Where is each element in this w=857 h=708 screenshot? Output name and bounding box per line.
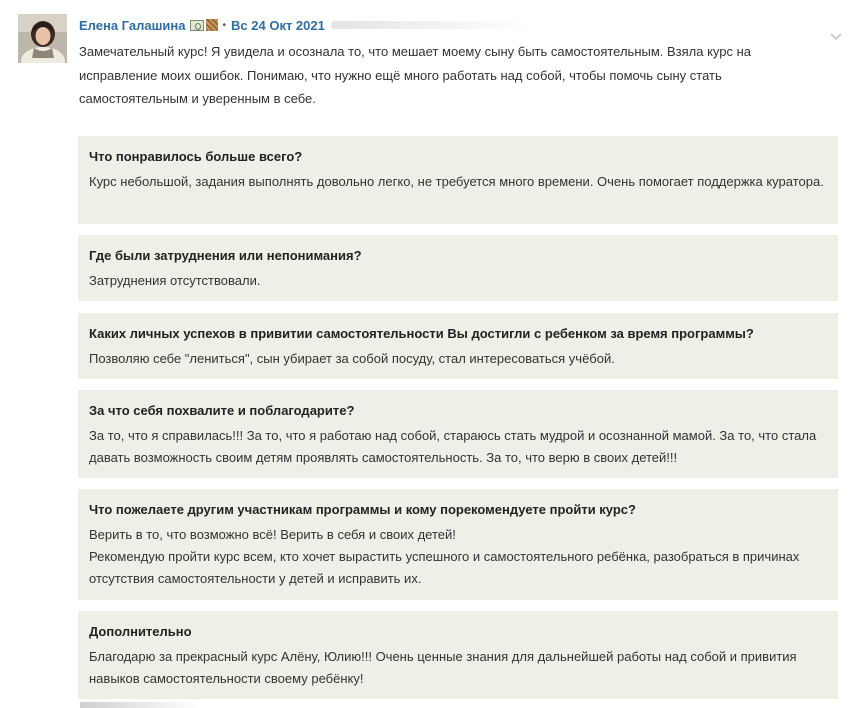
qa-question: Где были затруднения или непонимания? xyxy=(89,248,362,263)
qa-question: Дополнительно xyxy=(89,624,192,639)
chevron-down-icon[interactable] xyxy=(830,28,842,36)
qa-answer: Курс небольшой, задания выполнять довольно легко, не требуется много времени. Очень помогает поддержка куратора. xyxy=(89,174,824,189)
qa-block-personal-success xyxy=(78,313,838,379)
certificate-badge-icon xyxy=(190,20,204,31)
qa-block-praise xyxy=(78,390,838,478)
review-date-link[interactable]: Вс 24 Окт 2021 xyxy=(231,17,325,33)
separator-dot: • xyxy=(222,19,227,31)
avatar[interactable] xyxy=(18,14,67,63)
qa-question: Каких личных успехов в привитии самостоятельности Вы достигли с ребенком за время программы? xyxy=(89,326,754,341)
qa-question: Что пожелаете другим участникам программы и кому порекомендуете пройти курс? xyxy=(89,502,636,517)
qa-answer-line-1: Верить в то, что возможно всё! Верить в себя и своих детей! xyxy=(89,527,456,542)
avatar-image xyxy=(18,14,67,63)
qa-answer-line-2: Рекомендую пройти курс всем, кто хочет вырастить успешного и самостоятельного ребёнка, разобраться в причинах отсутствия самостоятельности у детей и исправить их. xyxy=(89,549,800,586)
qa-block-difficulties xyxy=(78,235,838,301)
qa-answer: Благодарю за прекрасный курс Алёну, Юлию!!! Очень ценные знания для дальнейшей работы над собой и привития навыков самостоятельности своему ребёнку! xyxy=(89,649,797,686)
review-header xyxy=(79,16,531,34)
qa-block-additional xyxy=(78,611,838,699)
qa-block-recommendation xyxy=(78,489,838,600)
author-name-link[interactable]: Елена Галашина xyxy=(79,17,186,33)
review-text: Замечательный курс! Я увидела и осознала то, что мешает моему сыну быть самостоятельным. Взяла курс на исправление моих ошибок. Понимаю, что нужно ещё много работать над собой, чтобы помочь сыну стать самостоятельным и уверенным в себе. xyxy=(79,44,752,106)
faded-header-text xyxy=(331,21,531,29)
qa-answer: Затруднения отсутствовали. xyxy=(89,273,261,288)
qa-question: Что понравилось больше всего? xyxy=(89,149,303,164)
qa-answer: За то, что я справилась!!! За то, что я работаю над собой, стараюсь стать мудрой и осознанной мамой. За то, что стала давать возможность своим детям проявлять самостоятельность. За то, что верю в своих детей!!! xyxy=(89,428,817,465)
mosaic-badge-icon xyxy=(206,19,218,31)
qa-block-liked-most xyxy=(78,136,838,224)
qa-question: За что себя похвалите и поблагодарите? xyxy=(89,403,355,418)
qa-answer: Позволяю себе "лениться", сын убирает за собой посуду, стал интересоваться учёбой. xyxy=(89,351,615,366)
cut-off-footer-text xyxy=(80,702,200,708)
